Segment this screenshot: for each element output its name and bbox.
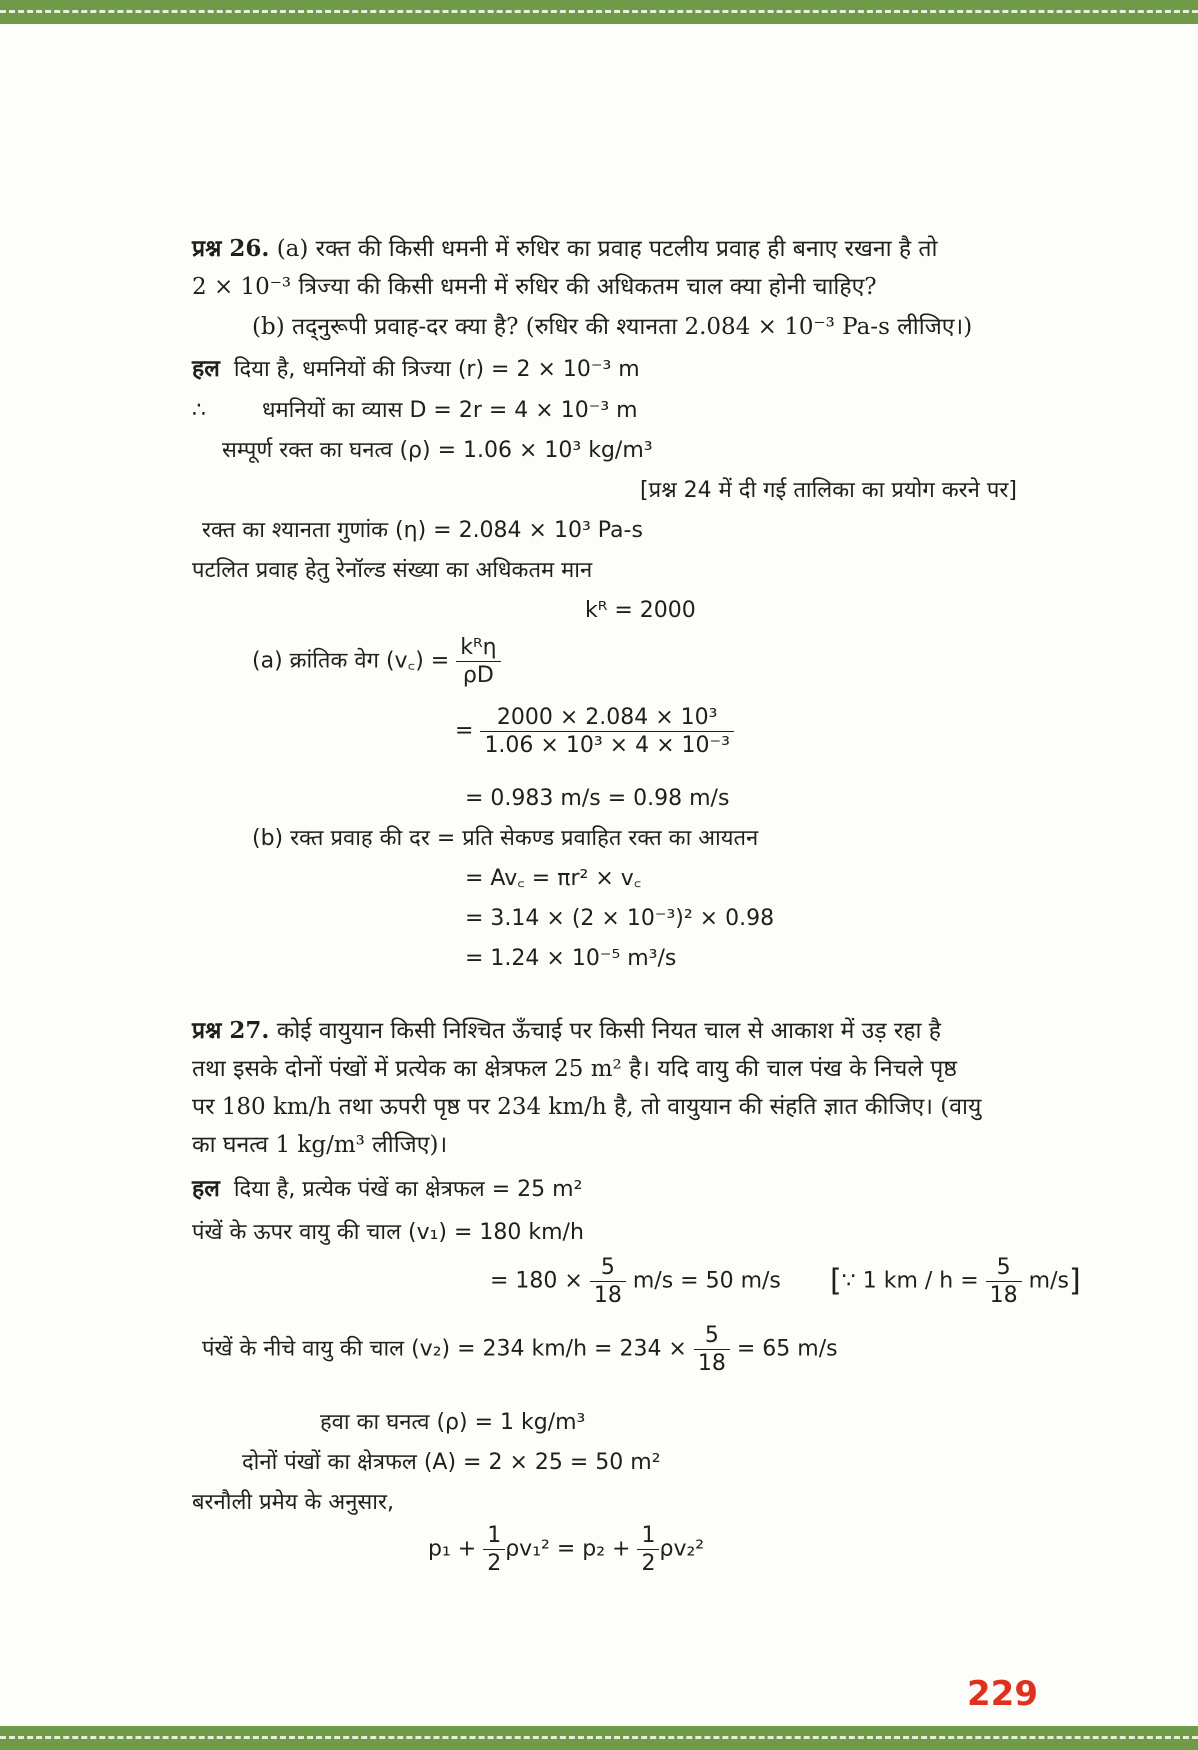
q27-label: प्रश्न 27. (192, 1017, 270, 1044)
page-number: 229 (967, 1674, 1038, 1714)
fraction: $\frac{1}{2}$ (637, 1524, 659, 1575)
sol27-bernoulli-equation: p₁ + $\frac{1}{2}$ ρv₁² = p₂ + $\frac{1}{2}$ ρv₂² (428, 1523, 705, 1577)
q27-line-4: का घनत्व 1 kg/m³ लीजिए)। (192, 1132, 448, 1158)
q26-line-1: प्रश्न 26. (a) रक्त की किसी धमनी में रुधिर का प्रवाह पटलीय प्रवाह ही बनाए रखना है तो (192, 235, 938, 262)
sol26-b2: = 3.14 × (2 × 10⁻³)² × 0.98 (465, 906, 775, 931)
sol26-result-a: = 0.983 m/s = 0.98 m/s (465, 786, 730, 811)
bottom-border (0, 1726, 1198, 1750)
fraction: $\frac{5}{18}$ (694, 1324, 730, 1375)
sol27-area: हल दिया है, प्रत्येक पंखें का क्षेत्रफल = 25 m² (192, 1175, 583, 1202)
sol26-given: हल दिया है, धमनियों की त्रिज्या (r) = 2 × 10⁻³ m (192, 355, 640, 382)
sol27-v1-calc: = 180 × $\frac{5}{18}$ m/s = 50 m/s (490, 1255, 781, 1309)
fraction: $\frac{\text{kᴿη}}{\rho D}$ (456, 636, 500, 687)
sol27-v2: पंखें के नीचे वायु की चाल (v₂) = 234 km/h = 234 × $\frac{5}{18}$ = 65 m/s (202, 1323, 838, 1377)
sol26-calc: = $\frac{\text{2000 × 2.084 × 10³}}{\text{1.06 × 10³ × 4 × 10⁻³}}$ (455, 706, 734, 757)
sol27-v1: पंखें के ऊपर वायु की चाल (v₁) = 180 km/h (192, 1220, 584, 1245)
sol27-total-area: दोनों पंखों का क्षेत्रफल (A) = 2 × 25 = 50 m² (242, 1450, 661, 1475)
fraction: $\frac{5}{18}$ (590, 1256, 626, 1307)
sol26-reynolds: पटलित प्रवाह हेतु रेनॉल्ड संख्या का अधिकतम मान (192, 558, 593, 583)
sol26-b3: = 1.24 × 10⁻⁵ m³/s (465, 946, 677, 971)
q26-label: प्रश्न 26. (192, 235, 270, 262)
q27-line-1: प्रश्न 27. कोई वायुयान किसी निश्चित ऊँचाई पर किसी नियत चाल से आकाश में उड़ रहा है (192, 1017, 942, 1044)
fraction: $\frac{\text{2000 × 2.084 × 10³}}{\text{1.06 × 10³ × 4 × 10⁻³}}$ (480, 706, 733, 757)
sol26-note: [प्रश्न 24 में दी गई तालिका का प्रयोग करने पर] (640, 478, 1017, 503)
sol26-viscosity: रक्त का श्यानता गुणांक (η) = 2.084 × 10³ Pa-s (202, 518, 643, 543)
sol26-kr: kᴿ = 2000 (585, 598, 696, 623)
q27-line-3: पर 180 km/h तथा ऊपरी पृष्ठ पर 234 km/h है, तो वायुयान की संहति ज्ञात कीजिए। (वायु (192, 1094, 982, 1120)
fraction: $\frac{1}{2}$ (483, 1524, 505, 1575)
sol26-b1: = Av꜀ = πr² × v꜀ (465, 866, 642, 891)
hal-label: हल (192, 1175, 220, 1202)
sol26-critical-velocity: (a) क्रांतिक वेग (v꜀) = $\frac{\text{kᴿη}}{\rho D}$ (252, 636, 501, 687)
sol26-diameter: धमनियों का व्यास D = 2r = 4 × 10⁻³ m (262, 398, 638, 423)
sol26-density: सम्पूर्ण रक्त का घनत्व (ρ) = 1.06 × 10³ kg/m³ (222, 438, 653, 463)
sol26-therefore: ∴ (192, 398, 206, 423)
page (0, 24, 1198, 1726)
sol27-bernoulli: बरनौली प्रमेय के अनुसार, (192, 1490, 394, 1515)
hal-label: हल (192, 355, 220, 382)
sol27-conversion: [∵ 1 km / h = $\frac{5}{18}$ m/s] (830, 1255, 1081, 1309)
q27-line-2: तथा इसके दोनों पंखों में प्रत्येक का क्षेत्रफल 25 m² है। यदि वायु की चाल पंख के निचले पृष्ठ (192, 1056, 957, 1082)
sol27-air-density: हवा का घनत्व (ρ) = 1 kg/m³ (320, 1410, 586, 1435)
q26-line-3: (b) तद्नुरूपी प्रवाह-दर क्या है? (रुधिर की श्यानता 2.084 × 10⁻³ Pa-s लीजिए।) (252, 314, 973, 340)
q26-line-2: 2 × 10⁻³ त्रिज्या की किसी धमनी में रुधिर की अधिकतम चाल क्या होनी चाहिए? (192, 274, 877, 300)
sol26-flow-rate: (b) रक्त प्रवाह की दर = प्रति सेकण्ड प्रवाहित रक्त का आयतन (252, 826, 759, 851)
fraction: $\frac{5}{18}$ (986, 1256, 1022, 1307)
top-border (0, 0, 1198, 24)
